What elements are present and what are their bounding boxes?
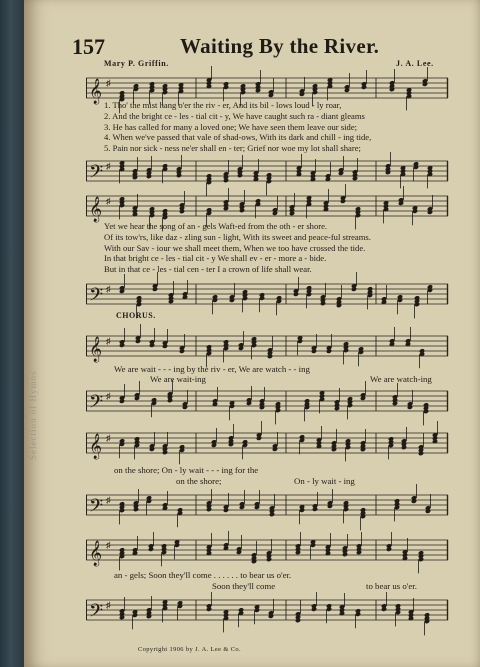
verse-line: Yet we hear the song of an - gels Waft-ed from the oth - er shore.: [104, 221, 328, 231]
svg-text:♯: ♯: [106, 600, 111, 610]
svg-text:♯: ♯: [106, 78, 111, 88]
music-staff: [86, 383, 448, 427]
chorus-lyric-lower: on the shore;: [176, 476, 222, 486]
lyricist-credit: Mary P. Griffin.: [104, 59, 169, 68]
verse-line: With our Sav - iour we shall meet them, When we too have crossed the tide.: [104, 242, 366, 253]
verse-line: 1. Tho' the mist hang o'er the riv - er, And its bil - lows loud - ly roar,: [104, 100, 342, 110]
verse-line: 5. Pain nor sick - ness ne'er shall en - ter; Grief nor woe my lot shall share;: [104, 143, 361, 154]
chorus-lyric-lower: Soon they'll come: [212, 581, 276, 591]
music-staff: [86, 592, 448, 636]
book-cover-edge: [0, 0, 24, 667]
verse-line: In that bright ce - les - tial cit - y We shall ev - er - more a - bide.: [104, 253, 327, 264]
verse-line: Of its tow'rs, like daz - zling sun - light, With its sweet and peace-ful streams.: [104, 231, 371, 242]
svg-text:♯: ♯: [106, 433, 111, 443]
verse-line: 2. And the bright ce - les - tial cit - y, We have caught such ra - diant gleams: [104, 110, 365, 121]
verse-line: But in that ce - les - tial cen - ter I a crown of life shall wear.: [104, 264, 312, 275]
chorus-lyric-upper: an - gels; Soon they'll come . . . . . . to bear us o'er.: [114, 570, 292, 580]
svg-text:𝄢: 𝄢: [89, 162, 104, 187]
chorus-lyric-upper: on the shore; On - ly wait - - - ing for the: [114, 465, 259, 475]
verse-line: 3. He has called for many a loved one; We have seen them leave our side;: [104, 121, 358, 132]
svg-text:♯: ♯: [106, 161, 111, 171]
svg-text:𝄢: 𝄢: [89, 392, 104, 417]
copyright-notice: Copyright 1906 by J. A. Lee & Co.: [138, 646, 242, 653]
hymn-number: 157: [72, 34, 105, 59]
chorus-label: CHORUS.: [116, 311, 156, 320]
chorus-lyric-lower: We are watch-ing: [370, 374, 432, 384]
verse-line: 4. When we've passed that vale of shad-ows, With its dark and chill - ing tide,: [104, 132, 372, 143]
svg-text:♯: ♯: [106, 540, 111, 550]
svg-text:𝄢: 𝄢: [89, 496, 104, 521]
svg-text:𝄞: 𝄞: [89, 197, 103, 222]
svg-text:♯: ♯: [106, 284, 111, 294]
chorus-lyric-lower: On - ly wait - ing: [294, 476, 355, 486]
music-staff: [86, 487, 448, 531]
chorus-lyric-lower: We are wait-ing: [150, 374, 206, 384]
hymn-title: Waiting By the River.: [180, 34, 380, 58]
svg-text:𝄢: 𝄢: [89, 601, 104, 626]
composer-credit: J. A. Lee.: [396, 59, 434, 68]
chorus-lyric-lower: to bear us o'er.: [366, 581, 417, 591]
verse-block-2: [104, 221, 444, 275]
svg-text:𝄞: 𝄞: [89, 541, 103, 566]
music-staff: [86, 425, 448, 469]
chorus-lyric-upper: We are wait - - - ing by the riv - er, We are watch - - ing: [114, 364, 310, 374]
svg-text:♯: ♯: [106, 495, 111, 505]
spine-text: Selection of Hymns: [28, 370, 38, 460]
svg-text:𝄞: 𝄞: [89, 434, 103, 459]
svg-text:♯: ♯: [106, 196, 111, 206]
svg-text:♯: ♯: [106, 391, 111, 401]
svg-text:𝄞: 𝄞: [89, 337, 103, 362]
verse-block-1: [104, 100, 444, 154]
svg-text:♯: ♯: [106, 336, 111, 346]
svg-text:𝄞: 𝄞: [89, 79, 103, 104]
svg-text:𝄢: 𝄢: [89, 285, 104, 310]
